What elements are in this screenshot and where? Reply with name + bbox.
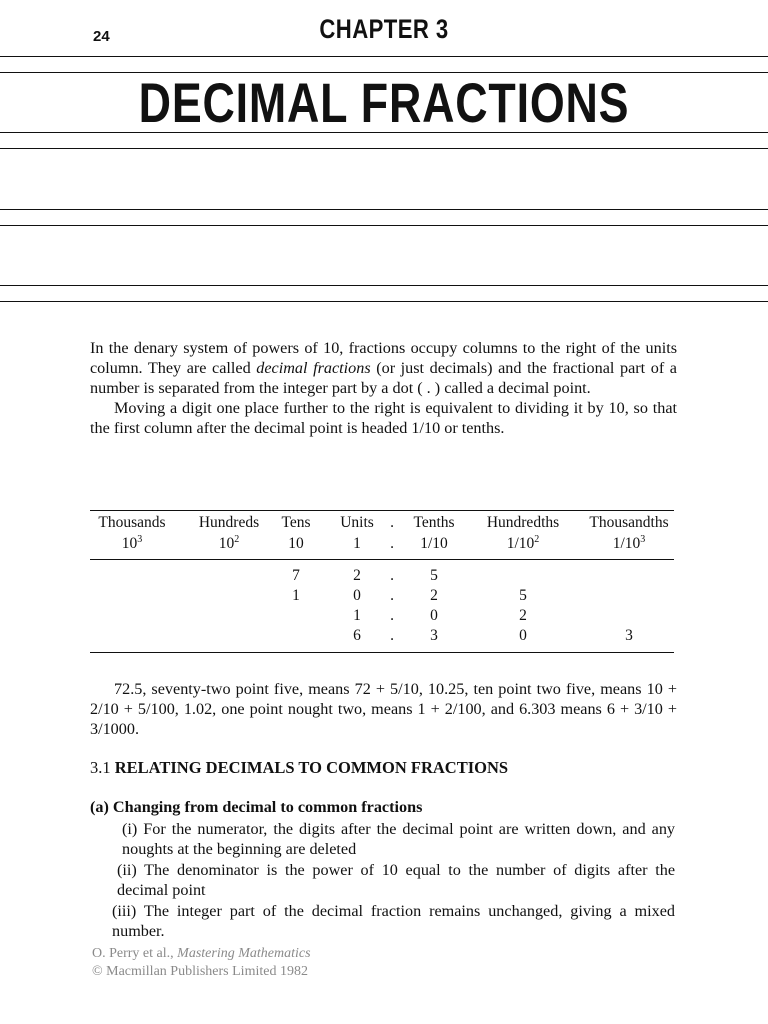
column-power-hundredths: $1/10^2$	[506, 534, 540, 552]
chapter-title: DECIMAL FRACTIONS	[138, 71, 630, 134]
table-cell-units: 6	[353, 627, 361, 644]
column-power-units: 1	[353, 535, 361, 552]
table-cell-hundredths: 2	[519, 607, 527, 624]
list-item-text: The denominator is the power of 10 equal to the number of digits after the decimal point	[117, 861, 675, 899]
citation-footer	[92, 946, 311, 962]
divider-rule	[0, 301, 768, 302]
column-header-tenths: Tenths	[413, 514, 455, 531]
column-header-hundreds: Hundreds	[198, 514, 260, 531]
section-number: 3.1	[90, 758, 111, 777]
exponent: 2	[234, 534, 240, 545]
list-item-text: The integer part of the decimal fraction remains unchanged, giving a mixed number.	[112, 902, 675, 940]
list-marker: (ii)	[117, 861, 137, 879]
table-cell-hundredths: 0	[519, 627, 527, 644]
table-cell-thousandths: 3	[625, 627, 633, 644]
column-power-point: .	[390, 535, 394, 552]
column-header-thousandths: Thousandths	[589, 514, 669, 531]
examples-text: 72.5, seventy-two point five, means 72 + 5/10, 10.25, ten point two five, means 10 + 2/10 + 5/100, 1.02, one point nought two, means 1 + 2/100, and 6.303 means 6 + 3/10 + 3/1000.	[90, 680, 677, 738]
decimal-fractions-term: decimal fractions	[256, 359, 371, 377]
column-power-tens: 10	[288, 535, 304, 552]
table-cell-tens: 7	[292, 567, 300, 584]
copyright-footer: © Macmillan Publishers Limited 1982	[92, 964, 308, 979]
column-power-thousands: $10^3$	[121, 534, 143, 552]
divider-rule	[0, 225, 768, 226]
table-cell-tenths: 5	[430, 567, 438, 584]
table-cell-units: 1	[353, 607, 361, 624]
column-header-units: Units	[340, 514, 374, 531]
divider-rule	[0, 148, 768, 149]
divider-rule	[0, 209, 768, 210]
intro-text	[90, 338, 677, 438]
table-cell-hundredths: 5	[519, 587, 527, 604]
table-header-rule	[90, 559, 674, 560]
subsection-heading: (a) Changing from decimal to common fractions	[90, 798, 423, 816]
table-top-rule	[90, 510, 674, 511]
column-header-thousands: Thousands	[98, 514, 166, 531]
divider-rule	[0, 132, 768, 133]
table-bottom-rule	[90, 652, 674, 653]
intro-paragraph-2: Moving a digit one place further to the right is equivalent to dividing it by 10, so that the first column after the decimal point is headed 1/10 or tenths.	[90, 399, 677, 437]
page-number: 24	[93, 28, 110, 45]
chapter-label: CHAPTER 3	[319, 14, 449, 44]
list-marker: (i)	[122, 820, 138, 838]
column-header-tens: Tens	[281, 514, 311, 531]
divider-rule	[0, 56, 768, 57]
citation-authors: O. Perry et al.,	[92, 946, 178, 961]
intro-p1-start: In the denary system of powers of 10, fractions occupy columns to the right of the units column. They are called	[90, 339, 677, 377]
column-header-hundredths: Hundredths	[486, 514, 560, 531]
column-power-tenths: 1/10	[420, 535, 448, 552]
exponent: 3	[137, 534, 143, 545]
intro-p1-end: (or just decimals) and the fractional part of a number is separated from the integer part by a dot ( . ) called a decimal point.	[90, 359, 677, 397]
list-item	[122, 819, 675, 859]
list-item	[112, 901, 675, 941]
exponent: 2	[534, 534, 540, 545]
exponent: 3	[640, 534, 646, 545]
examples-paragraph	[90, 679, 677, 739]
column-power-thousandths: $1/10^3$	[612, 534, 646, 552]
column-header-point: .	[390, 514, 394, 531]
table-cell-tens: 1	[292, 587, 300, 604]
table-cell-units: 0	[353, 587, 361, 604]
intro-paragraph-1	[90, 338, 677, 398]
list-item-text: For the numerator, the digits after the decimal point are written down, and any noughts at the beginning are deleted	[122, 820, 676, 858]
section-heading	[90, 758, 508, 778]
divider-rule	[0, 285, 768, 286]
table-cell-tenths: 0	[430, 607, 438, 624]
section-title: RELATING DECIMALS TO COMMON FRACTIONS	[114, 758, 509, 777]
column-power-hundreds: $10^2$	[218, 534, 240, 552]
table-cell-point: .	[390, 627, 394, 644]
table-cell-tenths: 3	[430, 627, 438, 644]
table-cell-point: .	[390, 607, 394, 624]
table-cell-point: .	[390, 587, 394, 604]
table-cell-units: 2	[353, 567, 361, 584]
list-item	[117, 860, 675, 900]
table-cell-point: .	[390, 567, 394, 584]
citation-book-title: Mastering Mathematics	[177, 946, 311, 961]
table-cell-tenths: 2	[430, 587, 438, 604]
list-marker: (iii)	[112, 902, 137, 920]
